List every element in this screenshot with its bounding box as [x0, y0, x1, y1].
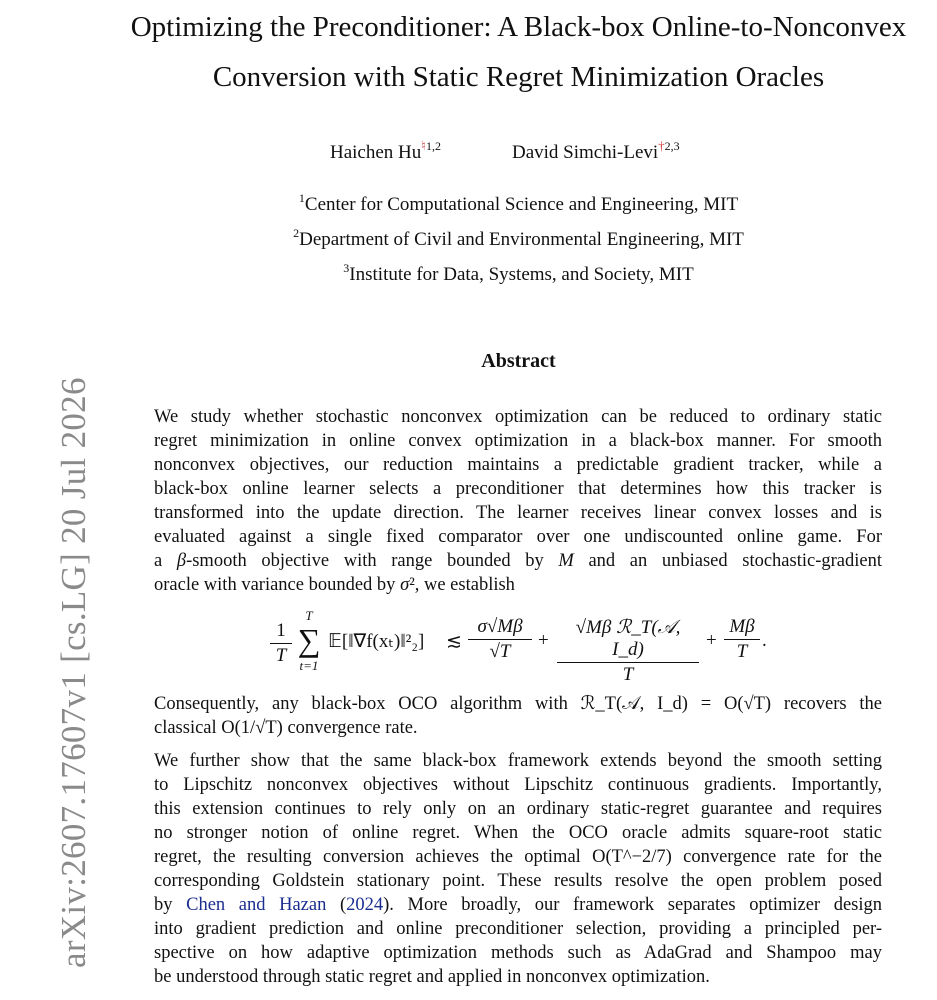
- text-line: black-box online learner selects a preconditioner that determines how this tracker is: [154, 479, 882, 499]
- fraction-denominator: T: [622, 664, 634, 685]
- affiliation-text: Center for Computational Science and Engineering, MIT: [304, 194, 739, 215]
- relation-symbol: ≲: [446, 631, 462, 652]
- fraction-term-2: [557, 616, 699, 686]
- fraction-one-over-T: [270, 620, 292, 667]
- author-david-simchi-levi: [512, 138, 680, 164]
- abstract-paragraph-2: [154, 692, 882, 740]
- sum-lower-limit: t=1: [299, 658, 319, 673]
- sum-upper-limit: T: [305, 608, 313, 623]
- affiliation-item: [150, 219, 887, 254]
- math-symbol: M: [558, 551, 574, 571]
- affiliation-list: [150, 184, 887, 289]
- text-run: ², we establish: [409, 575, 515, 595]
- title-line-1: Optimizing the Preconditioner: A Black-box Online-to-Nonconvex: [130, 11, 907, 43]
- affiliation-text: Department of Civil and Environmental Engineering, MIT: [299, 229, 744, 250]
- arxiv-identifier-stamp: arXiv:2607.17607v1 [cs.LG] 20 Jul 2026: [54, 377, 93, 968]
- text-line: regret, the resulting conversion achieves the optimal O(T^−2/7) convergence rate for the: [154, 847, 882, 867]
- author-name: David Simchi-Levi: [512, 142, 659, 163]
- fraction-denominator: √T: [489, 641, 511, 662]
- text-line: this extension continues to rely only on an ordinary static-regret guarantee and requires: [154, 799, 882, 819]
- affiliation-text: Institute for Data, Systems, and Society, MIT: [349, 264, 694, 285]
- author-affiliation-numbers: 2,3: [664, 139, 680, 153]
- fraction-numerator: 1: [270, 620, 292, 644]
- affiliation-number: 1: [298, 191, 305, 205]
- fraction-numerator: σ√Mβ: [468, 616, 532, 640]
- abstract-paragraph-1: [154, 405, 882, 597]
- text-line: into gradient prediction and online preconditioner selection, providing a principled per-: [154, 919, 882, 939]
- text-line: to Lipschitz nonconvex objectives without Lipschitz continuous gradients. Importantly,: [154, 775, 882, 795]
- paper-title: [100, 2, 937, 102]
- fraction-term-3: [724, 616, 760, 663]
- text-line: nonconvex objectives, our reduction maintains a predictable gradient tracker, while a: [154, 455, 882, 475]
- plus-sign: +: [706, 630, 717, 651]
- text-line: We study whether stochastic nonconvex optimization can be reduced to ordinary static: [154, 407, 882, 427]
- affiliation-item: [150, 184, 887, 219]
- author-mark: †: [658, 138, 665, 153]
- text-run: by: [154, 895, 187, 915]
- text-line: regret minimization in online convex optimization in a black-box manner. For smooth: [154, 431, 882, 451]
- text-line: [154, 549, 882, 573]
- text-line: evaluated against a single fixed comparator over one undiscounted online game. For: [154, 527, 882, 547]
- fraction-denominator: T: [275, 645, 287, 666]
- author-name: Haichen Hu: [330, 142, 422, 163]
- text-line: transformed into the update direction. The learner receives linear convex losses and is: [154, 503, 882, 523]
- text-run: and an unbiased stochastic-gradient: [573, 551, 882, 571]
- fraction-term-1: [468, 616, 532, 663]
- summation-symbol: ∑: [297, 622, 321, 658]
- text-line: corresponding Goldstein stationary point. These results resolve the open problem posed: [154, 871, 882, 891]
- main-inequality: [270, 608, 790, 685]
- plus-sign: +: [538, 630, 549, 651]
- text-line: by Chen and Hazan (2024). More broadly, our framework separates optimizer design: [154, 895, 882, 915]
- title-line-2: Conversion with Static Regret Minimization Oracles: [212, 61, 825, 93]
- affiliation-item: [150, 254, 887, 289]
- text-line: [154, 573, 882, 597]
- math-symbol: σ: [400, 575, 410, 595]
- period: .: [762, 630, 767, 651]
- abstract-heading: Abstract: [481, 350, 556, 372]
- fraction-denominator: T: [736, 641, 748, 662]
- text-line: Consequently, any black-box OCO algorithm with ℛ_T(𝒜, I_d) = O(√T) recovers the: [154, 694, 882, 714]
- author-affiliation-numbers: 1,2: [425, 139, 441, 153]
- text-run: oracle with variance bounded by: [154, 575, 401, 595]
- text-line: classical O(1/√T) convergence rate.: [154, 718, 418, 738]
- fraction-numerator: Mβ: [724, 616, 760, 640]
- text-line: spective on how adaptive optimization methods such as AdaGrad and Shampoo may: [154, 943, 882, 963]
- text-run: a: [154, 551, 177, 571]
- abstract-paragraph-3: [154, 749, 882, 989]
- text-line: be understood through static regret and applied in nonconvex optimization.: [154, 967, 710, 987]
- citation-link-chen-hazan[interactable]: Chen and Hazan: [186, 895, 327, 915]
- citation-link-year[interactable]: 2024: [346, 895, 384, 915]
- author-mark: ♮: [421, 138, 426, 153]
- expectation-term: 𝔼[‖∇f(xₜ)‖²₂]: [328, 631, 425, 652]
- affiliation-number: 2: [293, 226, 300, 240]
- fraction-numerator: √Mβ ℛ_T(𝒜, I_d): [557, 616, 699, 663]
- author-haichen-hu: [330, 138, 441, 164]
- affiliation-number: 3: [343, 261, 350, 275]
- text-line: no stronger notion of online regret. When the OCO oracle admits square-root static: [154, 823, 882, 843]
- text-run: . More broadly, our framework separates optimizer design: [389, 895, 882, 915]
- text-line: We further show that the same black-box framework extends beyond the smooth setting: [154, 751, 882, 771]
- math-symbol: β: [176, 551, 187, 571]
- text-run: -smooth objective with range bounded by: [186, 551, 559, 571]
